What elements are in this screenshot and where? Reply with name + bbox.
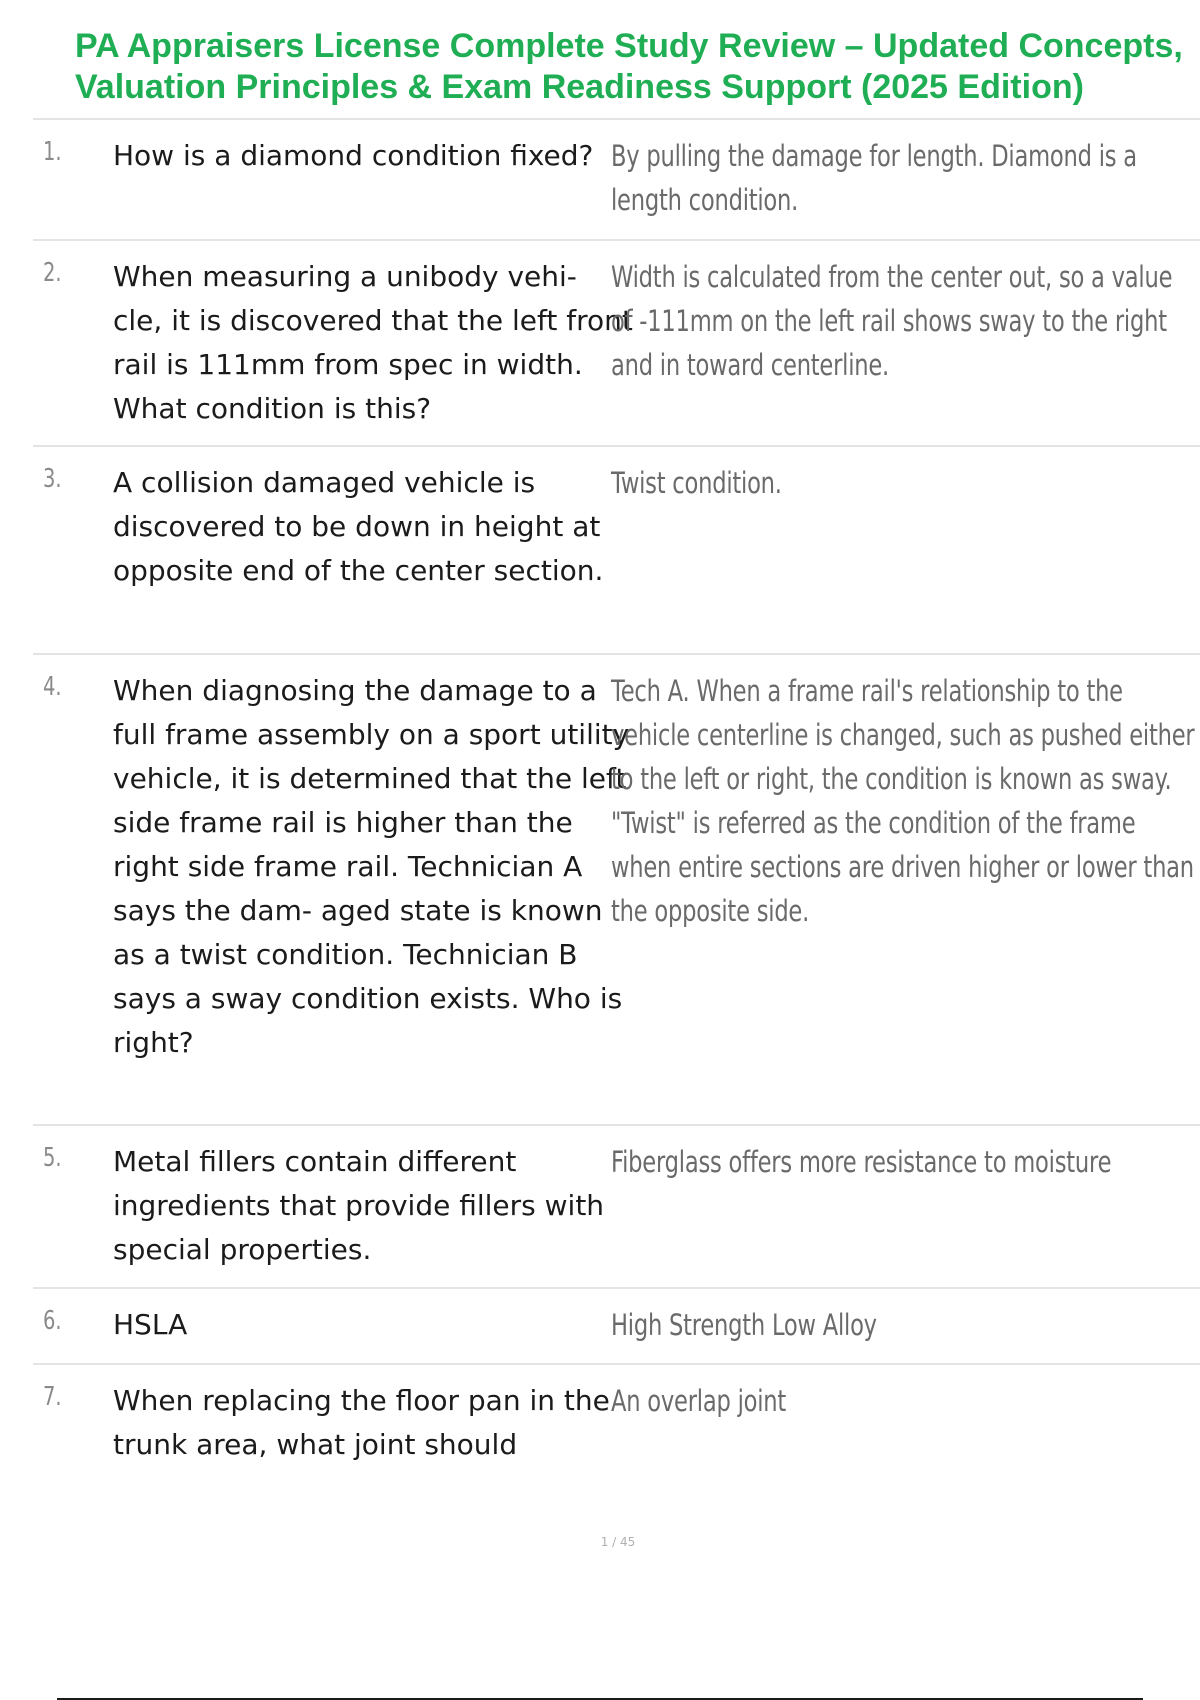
table-row: [33, 1287, 1200, 1363]
answer-text: By pulling the damage for length. Diamond is a length condition.: [611, 139, 1137, 217]
page-number: 1 / 45: [600, 1535, 636, 1549]
table-row: [33, 1363, 1200, 1483]
answer-text: Width is calculated from the center out, so a value of -111mm on the left rail shows sway to the right and in toward centerline.: [611, 260, 1173, 382]
question-text: When replacing the floor pan in the trunk area, what joint should: [113, 1384, 610, 1461]
answer-text: An overlap joint: [611, 1384, 787, 1418]
answer-text: High Strength Low Alloy: [611, 1308, 877, 1342]
answer-text: Twist condition.: [611, 466, 782, 500]
question-text: HSLA: [113, 1308, 188, 1341]
question-text: When measuring a unibody vehi- cle, it is discovered that the left front rail is 111mm from spec in width. What condition is this?: [113, 260, 633, 425]
table-row: [33, 445, 1200, 653]
question-text: How is a diamond condition fixed?: [113, 139, 594, 172]
table-row: [33, 118, 1200, 239]
table-row: [33, 1124, 1200, 1287]
answer-text: Fiberglass offers more resistance to moisture: [611, 1145, 1112, 1179]
table-row: [33, 239, 1200, 445]
question-text: A collision damaged vehicle is discovered to be down in height at opposite end of the center section.: [113, 466, 604, 587]
table-row: [33, 653, 1200, 1124]
row-number: 3.: [43, 464, 62, 494]
row-number: 2.: [43, 258, 62, 288]
row-number: 6.: [43, 1306, 62, 1336]
question-text: Metal fillers contain different ingredients that provide fillers with special properties.: [113, 1145, 605, 1266]
question-text: When diagnosing the damage to a full frame assembly on a sport utility vehicle, it is determined that the left side frame rail is higher than the right side frame rail. Technician A says the dam- aged state is known as a twist condition. Technician B says a sway condition exists. Who is right?: [113, 674, 630, 1059]
row-number: 7.: [43, 1382, 62, 1412]
document-title: PA Appraisers License Complete Study Review – Updated Concepts, Valuation Principles & Exam Readiness Support (2025 Edition): [75, 27, 1183, 106]
row-number: 4.: [43, 672, 62, 702]
answer-text: Tech A. When a frame rail's relationship to the vehicle centerline is changed, such as pushed either to the left or right, the condition is known as sway. "Twist" is referred as the condition of the frame when entire sections are driven higher or lower than the opposite side.: [611, 674, 1195, 928]
row-number: 1.: [43, 137, 62, 167]
row-number: 5.: [43, 1143, 62, 1173]
question-answer-table: [33, 118, 1200, 1483]
